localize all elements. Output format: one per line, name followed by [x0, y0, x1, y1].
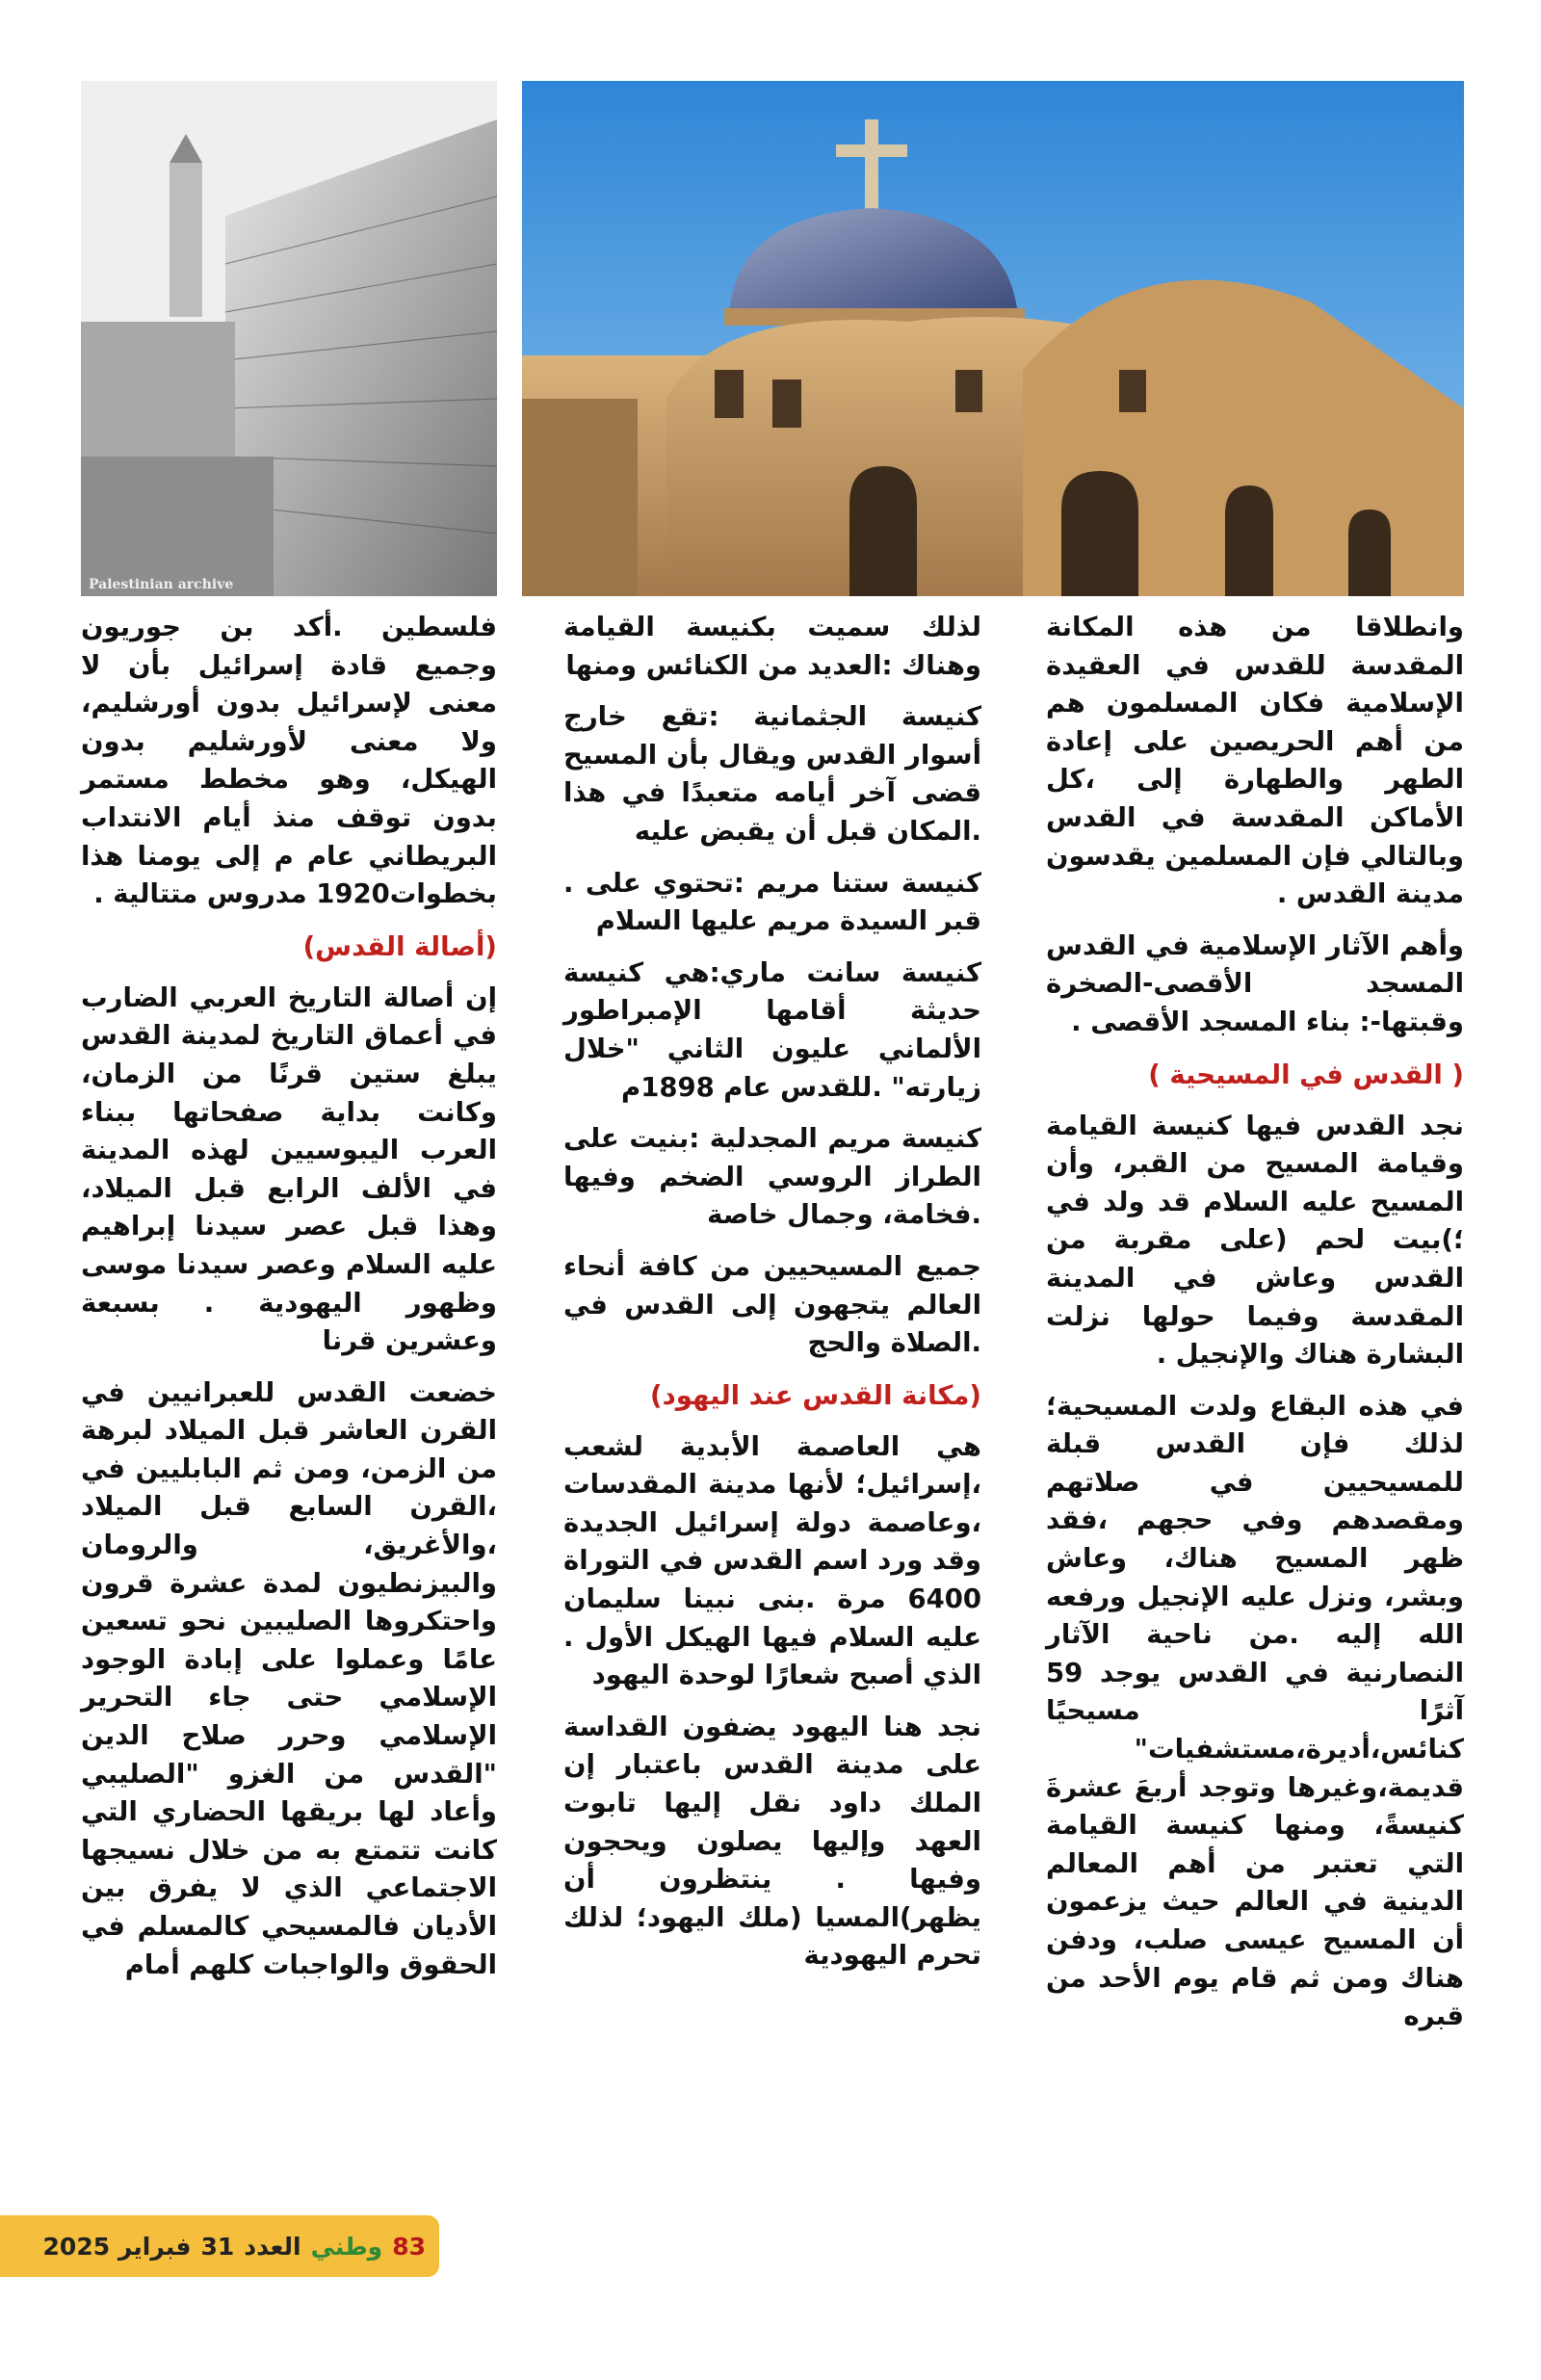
article-column-right: [1046, 609, 1464, 2050]
issue-label: العدد: [244, 2232, 301, 2261]
paragraph: وأهم الآثار الإسلامية في القدس المسجد الأقصى-الصخرة وقبتها-: بناء المسجد الأقصى .: [1046, 929, 1464, 1037]
photo-caption: Palestinian archive: [89, 577, 234, 592]
section-heading: (أصالة القدس): [302, 930, 497, 962]
paragraph: كنيسة سانت ماري:هي كنيسة حديثة أقامها الإمبراطور الألماني عليون الثاني "خلال زيارته" .للقدس عام 1898م: [563, 956, 981, 1103]
paragraph: نجد القدس فيها كنيسة القيامة وقيامة المسيح من القبر، وأن المسيح عليه السلام قد ولد في ؛)بيت لحم (على مقربة من القدس وعاش في المدينة المقدسة وفيما حولها نزلت البشارة هناك والإنجيل .: [1046, 1110, 1464, 1371]
paragraph: إن أصالة التاريخ العربي الضارب في أعماق التاريخ لمدينة القدس يبلغ ستين قرنًا من الزمان، وكانت بداية صفحاتها ببناء العرب اليبوسيين لهذه المدينة في الألف الرابع قبل الميلاد، وهذا قبل عصر سيدنا إبراهيم عليه السلام وعصر سيدنا موسى وظهور اليهودية . بسبعة وعشرين قرنا: [81, 981, 497, 1357]
paragraph: جميع المسيحيين من كافة أنحاء العالم يتجهون إلى القدس في .الصلاة والحج: [563, 1250, 981, 1359]
paragraph: كنيسة الجثمانية :تقع خارج أسوار القدس ويقال بأن المسيح قضى آخر أيامه متعبدًا في هذا .المكان قبل أن يقبض عليه: [563, 701, 981, 847]
magazine-name: وطني: [310, 2232, 383, 2261]
section-heading: (مكانة القدس عند اليهود): [650, 1379, 981, 1411]
western-wall-archive-photo: [81, 81, 497, 596]
paragraph: في هذه البقاع ولدت المسيحية؛ لذلك فإن القدس قبلة للمسيحيين في صلاتهم ومقصدهم وفي حجهم ،فقد ظهر المسيح هناك، وعاش وبشر، ونزل عليه الإنجيل ورفعه الله إليه .من ناحية الآثار النصارنية في القدس يوجد 59 آثرًا مسيحيًا كنائس،أديرة،مستشفيات" قديمة،وغيرها وتوجد أربعَ عشرةَ كنيسةً، ومنها كنيسة القيامة التي تعتبر من أهم المعالم الدينية في العالم حيث يزعمون أن المسيح عيسى صلب، ودفن هناك ومن ثم قام يوم الأحد من قبره: [1046, 1390, 1464, 2032]
issue-date: فبراير 2025: [42, 2232, 192, 2261]
section-heading: ( القدس في المسيحية ): [1148, 1059, 1464, 1090]
paragraph: كنيسة ستنا مريم :تحتوي على . قبر السيدة مريم عليها السلام: [563, 867, 981, 937]
paragraph: هي العاصمة الأبدية لشعب ،إسرائيل؛ لأنها مدينة المقدسات ،وعاصمة دولة إسرائيل الجديدة وقد ورد اسم القدس في التوراة 6400 مرة .بنى نبينا سليمان عليه السلام فيها الهيكل الأول . الذي أصبح شعارًا لوحدة اليهود: [563, 1430, 981, 1691]
issue-number: 31: [200, 2232, 235, 2261]
paragraph: خضعت القدس للعبرانيين في القرن العاشر قبل الميلاد لبرهة من الزمن، ومن ثم البابليين في ،القرن السابع قبل الميلاد ،والأغريق، والرومان والبيزنطيون لمدة عشرة قرون واحتكروها الصليبين نحو تسعين عامًا وعملوا على إبادة الوجود الإسلامي حتى جاء التحرير الإسلامي وحرر صلاح الدين "القدس من الغزو "الصليبي وأعاد لها بريقها الحضاري التي كانت تتمتع به من خلال نسيجها الاجتماعي الذي لا يفرق بين الأديان فالمسيحي كالمسلم في الحقوق والواجبات كلهم أمام: [81, 1376, 497, 1980]
paragraph: كنيسة مريم المجدلية :بنيت على الطراز الروسي الضخم وفيها .فخامة، وجمال خاصة: [563, 1123, 981, 1231]
page-number: 83: [392, 2232, 426, 2261]
article-column-middle: [563, 609, 981, 1989]
paragraph: فلسطين .أكد بن جوريون وجميع قادة إسرائيل بأن لا معنى لإسرائيل بدون أورشليم، ولا معنى لأورشليم بدون الهيكل، وهو مخطط مستمر بدون توقف منذ أيام الانتداب البريطاني عام م إلى يومنا هذا بخطوات1920 مدروس متتالية .: [81, 612, 497, 910]
church-photo: [522, 81, 1464, 596]
paragraph: نجد هنا اليهود يضفون القداسة على مدينة القدس باعتبار إن الملك داود نقل إليها تابوت العهد وإليها يصلون ويحجون وفيها . ينتظرون أن يظهر)المسيا (ملك اليهود؛ لذلك تحرم اليهودية: [563, 1711, 981, 1972]
paragraph: وانطلاقا من هذه المكانة المقدسة للقدس في العقيدة الإسلامية فكان المسلمون هم من أهم الحريصين على إعادة الطهر والطهارة إلى ،كل الأماكن المقدسة في القدس وبالتالي فإن المسلمين يقدسون مدينة القدس .: [1046, 612, 1464, 910]
paragraph: لذلك سميت بكنيسة القيامة وهناك :العديد من الكنائس ومنها: [563, 612, 981, 681]
page-footer: [0, 2215, 439, 2277]
article-column-left: [81, 609, 497, 1998]
